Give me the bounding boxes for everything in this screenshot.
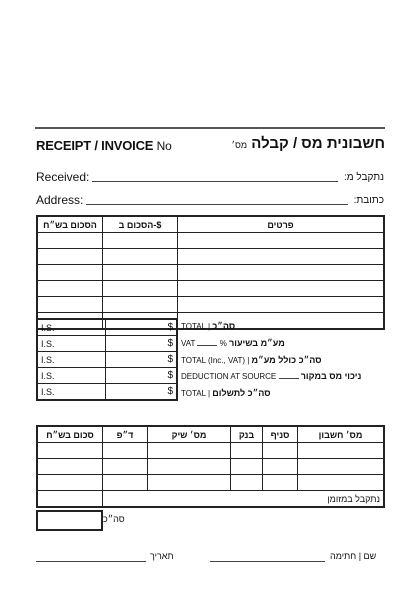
table-row[interactable] <box>37 233 384 249</box>
cash-row[interactable] <box>37 491 384 508</box>
summary-row-total-payment[interactable] <box>37 384 177 401</box>
title-english-no: No <box>156 139 172 153</box>
summary-ils: I.S. <box>37 319 106 336</box>
title-hebrew-no: מס׳ <box>231 140 248 150</box>
col-details: פרטים <box>178 216 385 233</box>
items-table-header <box>37 216 384 233</box>
label-en: VAT <box>181 339 196 348</box>
received-label-he: נתקבל מ: <box>343 172 384 183</box>
summary-table <box>36 318 178 401</box>
summary-label-total-inc-vat <box>181 355 321 365</box>
deduction-field[interactable] <box>279 372 299 379</box>
table-row[interactable] <box>37 265 384 281</box>
summary-label-total-payment <box>181 388 271 398</box>
summary-ils: I.S. <box>37 352 106 368</box>
label-he: סה״כ <box>212 321 236 331</box>
summary-usd: $ <box>106 352 178 368</box>
name-signature-label: שם | חתימה <box>330 551 377 561</box>
table-row[interactable] <box>37 249 384 265</box>
title-hebrew-text: חשבונית מס / קבלה <box>251 135 385 152</box>
label-he: ניכוי מס במקור <box>300 371 362 381</box>
col-date: ד״פ <box>103 426 148 443</box>
table-row[interactable] <box>37 459 384 475</box>
address-label-en: Address: <box>36 193 84 207</box>
title-hebrew <box>232 135 385 152</box>
summary-ils: I.S. <box>37 336 106 352</box>
summary-usd: $ <box>106 336 178 352</box>
label-en: DEDUCTION AT SOURCE <box>181 372 277 381</box>
summary-label-deduction <box>181 371 361 381</box>
label-en: TOTAL | <box>181 322 211 331</box>
summary-row-total[interactable] <box>37 319 177 336</box>
label-pct: % <box>219 339 227 348</box>
payment-table <box>36 425 385 508</box>
address-field[interactable] <box>86 204 348 205</box>
label-en: TOTAL (Inc., VAT) | <box>181 356 250 365</box>
cash-label: נתקבל במזומן <box>103 491 385 508</box>
table-row[interactable] <box>37 297 384 313</box>
payment-total-label: סה״כ <box>103 514 125 524</box>
summary-ils: I.S. <box>37 384 106 401</box>
address-label-he: כתובת: <box>353 195 384 206</box>
signature-field[interactable] <box>210 561 325 562</box>
table-row[interactable] <box>37 443 384 459</box>
summary-label-total <box>181 321 235 331</box>
received-field[interactable] <box>92 181 338 182</box>
payment-table-header <box>37 426 384 443</box>
summary-ils: I.S. <box>37 368 106 384</box>
label-he: מע״מ בשיעור <box>229 338 285 348</box>
col-amount: סכום בש״ח <box>37 426 103 443</box>
top-rule <box>35 127 385 129</box>
title-english-text: RECEIPT / INVOICE <box>36 138 154 153</box>
col-cheque: מס׳ שיק <box>148 426 231 443</box>
date-field[interactable] <box>36 561 146 562</box>
vat-rate-field[interactable] <box>197 339 217 346</box>
items-table <box>36 215 385 330</box>
summary-row-total-inc-vat[interactable] <box>37 352 177 368</box>
col-bank: בנק <box>231 426 263 443</box>
col-amount-usd: הסכום ב-$ <box>103 216 178 233</box>
label-he: סה״כ לתשלום <box>212 388 271 398</box>
col-branch: סניף <box>263 426 298 443</box>
label-he: סה״כ כולל מע״מ <box>251 355 322 365</box>
summary-row-deduction[interactable] <box>37 368 177 384</box>
title-english <box>36 138 172 153</box>
date-label: תאריך <box>150 551 174 561</box>
table-row[interactable] <box>37 281 384 297</box>
received-label-en: Received: <box>36 170 90 184</box>
label-en: TOTAL | <box>181 389 211 398</box>
col-account: מס׳ חשבון <box>298 426 385 443</box>
cash-amount-cell[interactable] <box>37 491 103 508</box>
col-amount-ils: הסכום בש״ח <box>37 216 103 233</box>
payment-total-box[interactable] <box>36 510 103 531</box>
summary-usd: $ <box>106 384 178 401</box>
summary-usd: $ <box>106 319 178 336</box>
table-row[interactable] <box>37 475 384 491</box>
summary-label-vat <box>181 338 285 348</box>
summary-row-vat[interactable] <box>37 336 177 352</box>
summary-usd: $ <box>106 368 178 384</box>
